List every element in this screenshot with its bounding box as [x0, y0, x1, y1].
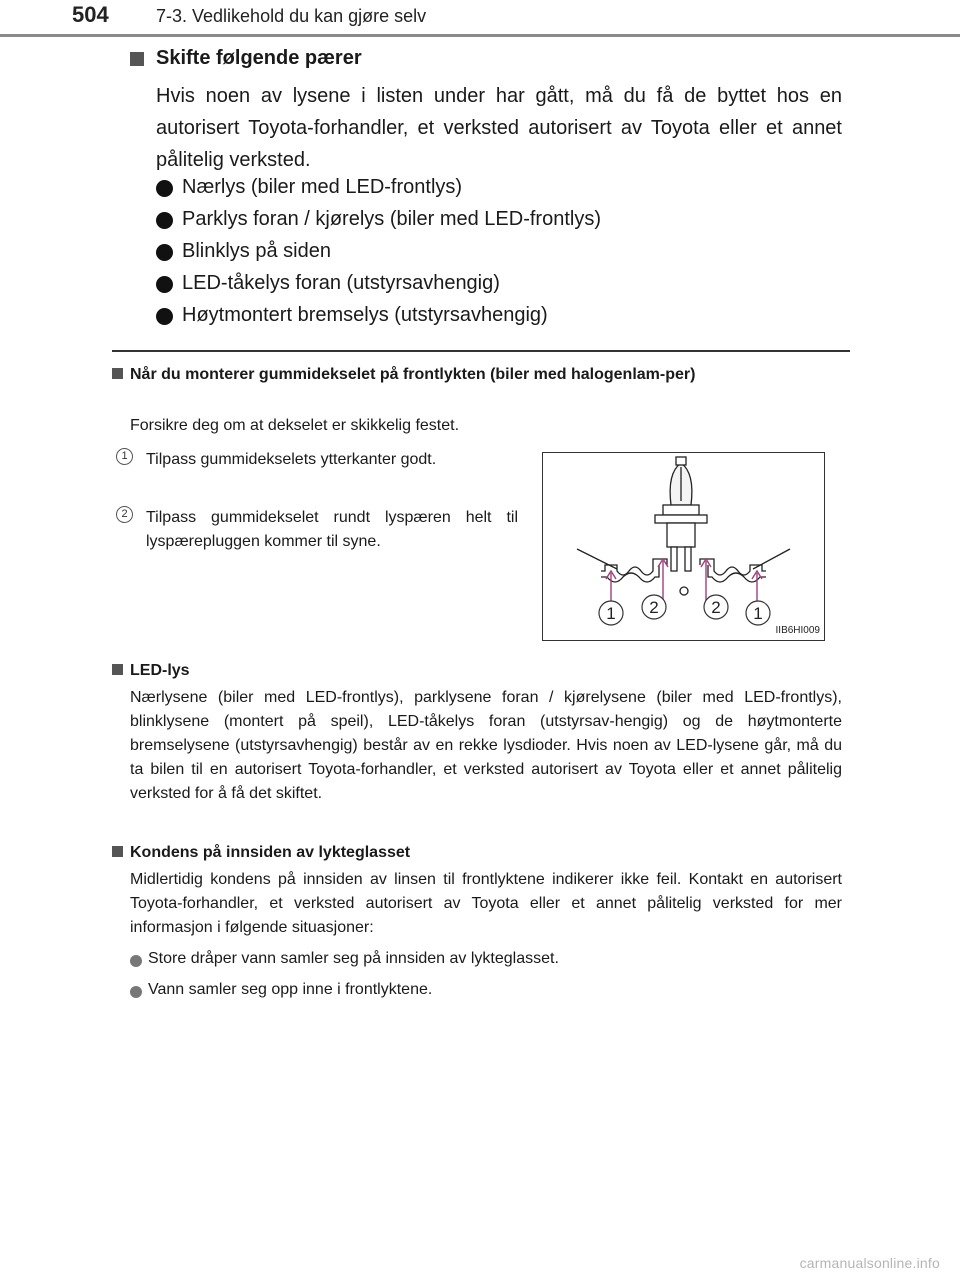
bulb-item: Høytmontert bremselys (utstyrsavhengig)	[182, 304, 548, 326]
bulb-replacement-heading: Skifte følgende pærer	[156, 47, 362, 69]
subsection-square-icon	[112, 368, 123, 379]
section-divider	[112, 350, 850, 352]
bulb-item: Nærlys (biler med LED-frontlys)	[182, 176, 463, 198]
page-number: 504	[72, 2, 109, 27]
headlight-bulb-figure	[542, 452, 825, 641]
bullet-dot-icon	[130, 955, 142, 967]
callout-label: 2	[711, 598, 721, 617]
bullet-dot-icon	[156, 212, 173, 229]
page-header	[0, 0, 960, 40]
bullet-dot-icon	[156, 276, 173, 293]
callout-label: 1	[606, 604, 616, 623]
condensation-paragraph: Midlertidig kondens på innsiden av linsen til frontlyktene indikerer ikke feil. Kontakt en autorisert Toyota-forhandler, et verksted autorisert av Toyota eller et annet pålitelig verksted for mer informasjon i følgende situasjoner:	[130, 871, 842, 936]
bulb-item: LED-tåkelys foran (utstyrsavhengig)	[182, 272, 500, 294]
bulb-rubber-cover-illustration	[543, 453, 824, 640]
bulb-item: Parklys foran / kjørelys (biler med LED-frontlys)	[182, 208, 601, 230]
instruction-step	[112, 506, 518, 556]
step-number: 1	[116, 448, 133, 465]
condensation-item: Vann samler seg opp inne i frontlyktene.	[148, 981, 433, 998]
rubber-cover-heading: Når du monterer gummidekselet på frontlykten (biler med halogenlam-per)	[130, 366, 696, 383]
bullet-dot-icon	[130, 986, 142, 998]
watermark: carmanualsonline.info	[799, 1255, 940, 1271]
step-text: Tilpass gummidekselet rundt lyspæren helt til lyspærepluggen kommer til syne.	[146, 509, 518, 550]
callout-label: 2	[649, 598, 659, 617]
bulb-replacement-paragraph: Hvis noen av lysene i listen under har gått, må du få de byttet hos en autorisert Toyota-forhandler, et verksted autorisert av Toyota eller et annet pålitelig verksted.	[156, 85, 842, 171]
led-lights-heading: LED-lys	[130, 662, 190, 679]
instruction-step	[112, 448, 518, 498]
section-square-icon	[130, 52, 144, 66]
bullet-dot-icon	[156, 308, 173, 325]
led-lights-paragraph: Nærlysene (biler med LED-frontlys), parklysene foran / kjørelysene (biler med LED-frontlys), blinklysene (montert på speil), LED-tåkelys foran (utstyrsav-hengig) og de høytmonterte bremselysene (utstyrsavhengig) består av en rekke lysdioder. Hvis noen av LED-lysene går, må du ta bilen til en autorisert Toyota-forhandler, et verksted autorisert av Toyota eller et annet pålitelig verksted for å få det skiftet.	[130, 689, 842, 802]
condensation-item: Store dråper vann samler seg på innsiden av lykteglasset.	[148, 950, 559, 967]
rubber-cover-intro: Forsikre deg om at dekselet er skikkelig festet.	[130, 417, 460, 434]
callout-label: 1	[753, 604, 763, 623]
subsection-square-icon	[112, 846, 123, 857]
bullet-dot-icon	[156, 244, 173, 261]
bulb-item: Blinklys på siden	[182, 240, 331, 262]
header-rule	[0, 34, 960, 37]
bullet-dot-icon	[156, 180, 173, 197]
step-number: 2	[116, 506, 133, 523]
section-title: 7-3. Vedlikehold du kan gjøre selv	[156, 6, 427, 26]
step-text: Tilpass gummidekselets ytterkanter godt.	[146, 451, 437, 468]
figure-code: IIB6HI009	[775, 625, 820, 636]
subsection-square-icon	[112, 664, 123, 675]
condensation-heading: Kondens på innsiden av lykteglasset	[130, 844, 411, 861]
